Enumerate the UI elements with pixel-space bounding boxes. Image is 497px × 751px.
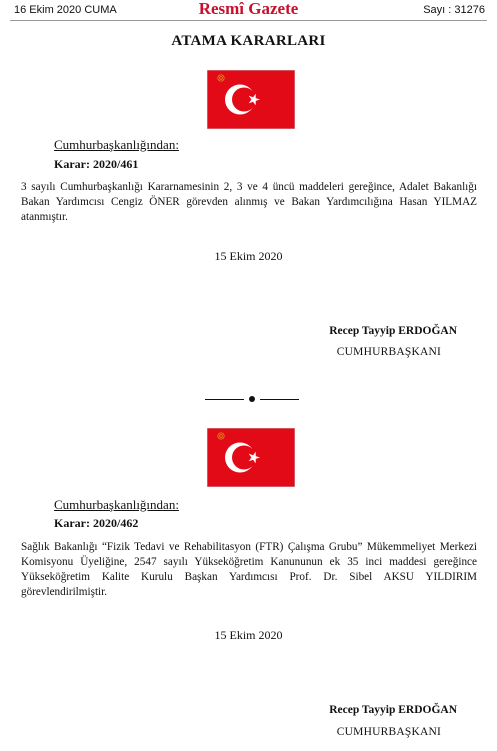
gazette-header [0, 0, 497, 22]
signer-title-2: CUMHURBAŞKANI [336, 726, 441, 738]
signer-title-1: CUMHURBAŞKANI [336, 346, 441, 358]
decision-number-1: Karar: 2020/461 [54, 157, 139, 171]
signer-name-1: Recep Tayyip ERDOĞAN [329, 325, 457, 337]
decision-number-2: Karar: 2020/462 [54, 516, 139, 530]
decision-date-2: 15 Ekim 2020 [214, 628, 283, 642]
decision-text-2: Sağlık Bakanlığı “Fizik Tedavi ve Rehabilitasyon (FTR) Çalışma Grubu” Mükemmeliyet Merkezi Komisyonu Üyeliğine, 2547 sayılı Yükseköğretim Kanununun ek 35 inci maddesi gereğince Yükseköğretim Kalite Kurulu Başkan Yardımcısı Prof. Dr. Sibel AKSU YILDIRIM görevlendirilmiştir. [21, 541, 477, 598]
issuer-heading-1: Cumhurbaşkanlığından: [54, 137, 179, 152]
header-date: 16 Ekim 2020 CUMA [14, 4, 117, 16]
section-divider [205, 395, 301, 405]
decision-text-1: 3 sayılı Cumhurbaşkanlığı Kararnamesinin 2, 3 ve 4 üncü maddeleri gereğince, Adalet Bakanlığı Bakan Yardımcısı Cengiz ÖNER görevden alınmış ve Bakan Yardımcılığına Hasan YILMAZ atanmıştır. [21, 181, 477, 223]
turkish-flag-icon [207, 70, 295, 129]
issue-number: Sayı : 31276 [423, 4, 485, 16]
signer-name-2: Recep Tayyip ERDOĞAN [329, 704, 457, 716]
decision-date-1: 15 Ekim 2020 [214, 249, 283, 263]
turkish-flag-icon [207, 428, 295, 487]
gazette-name: Resmî Gazete [198, 0, 299, 18]
issuer-heading-2: Cumhurbaşkanlığından: [54, 497, 179, 512]
header-rule [10, 20, 487, 21]
page-title: ATAMA KARARLARI [171, 33, 326, 49]
